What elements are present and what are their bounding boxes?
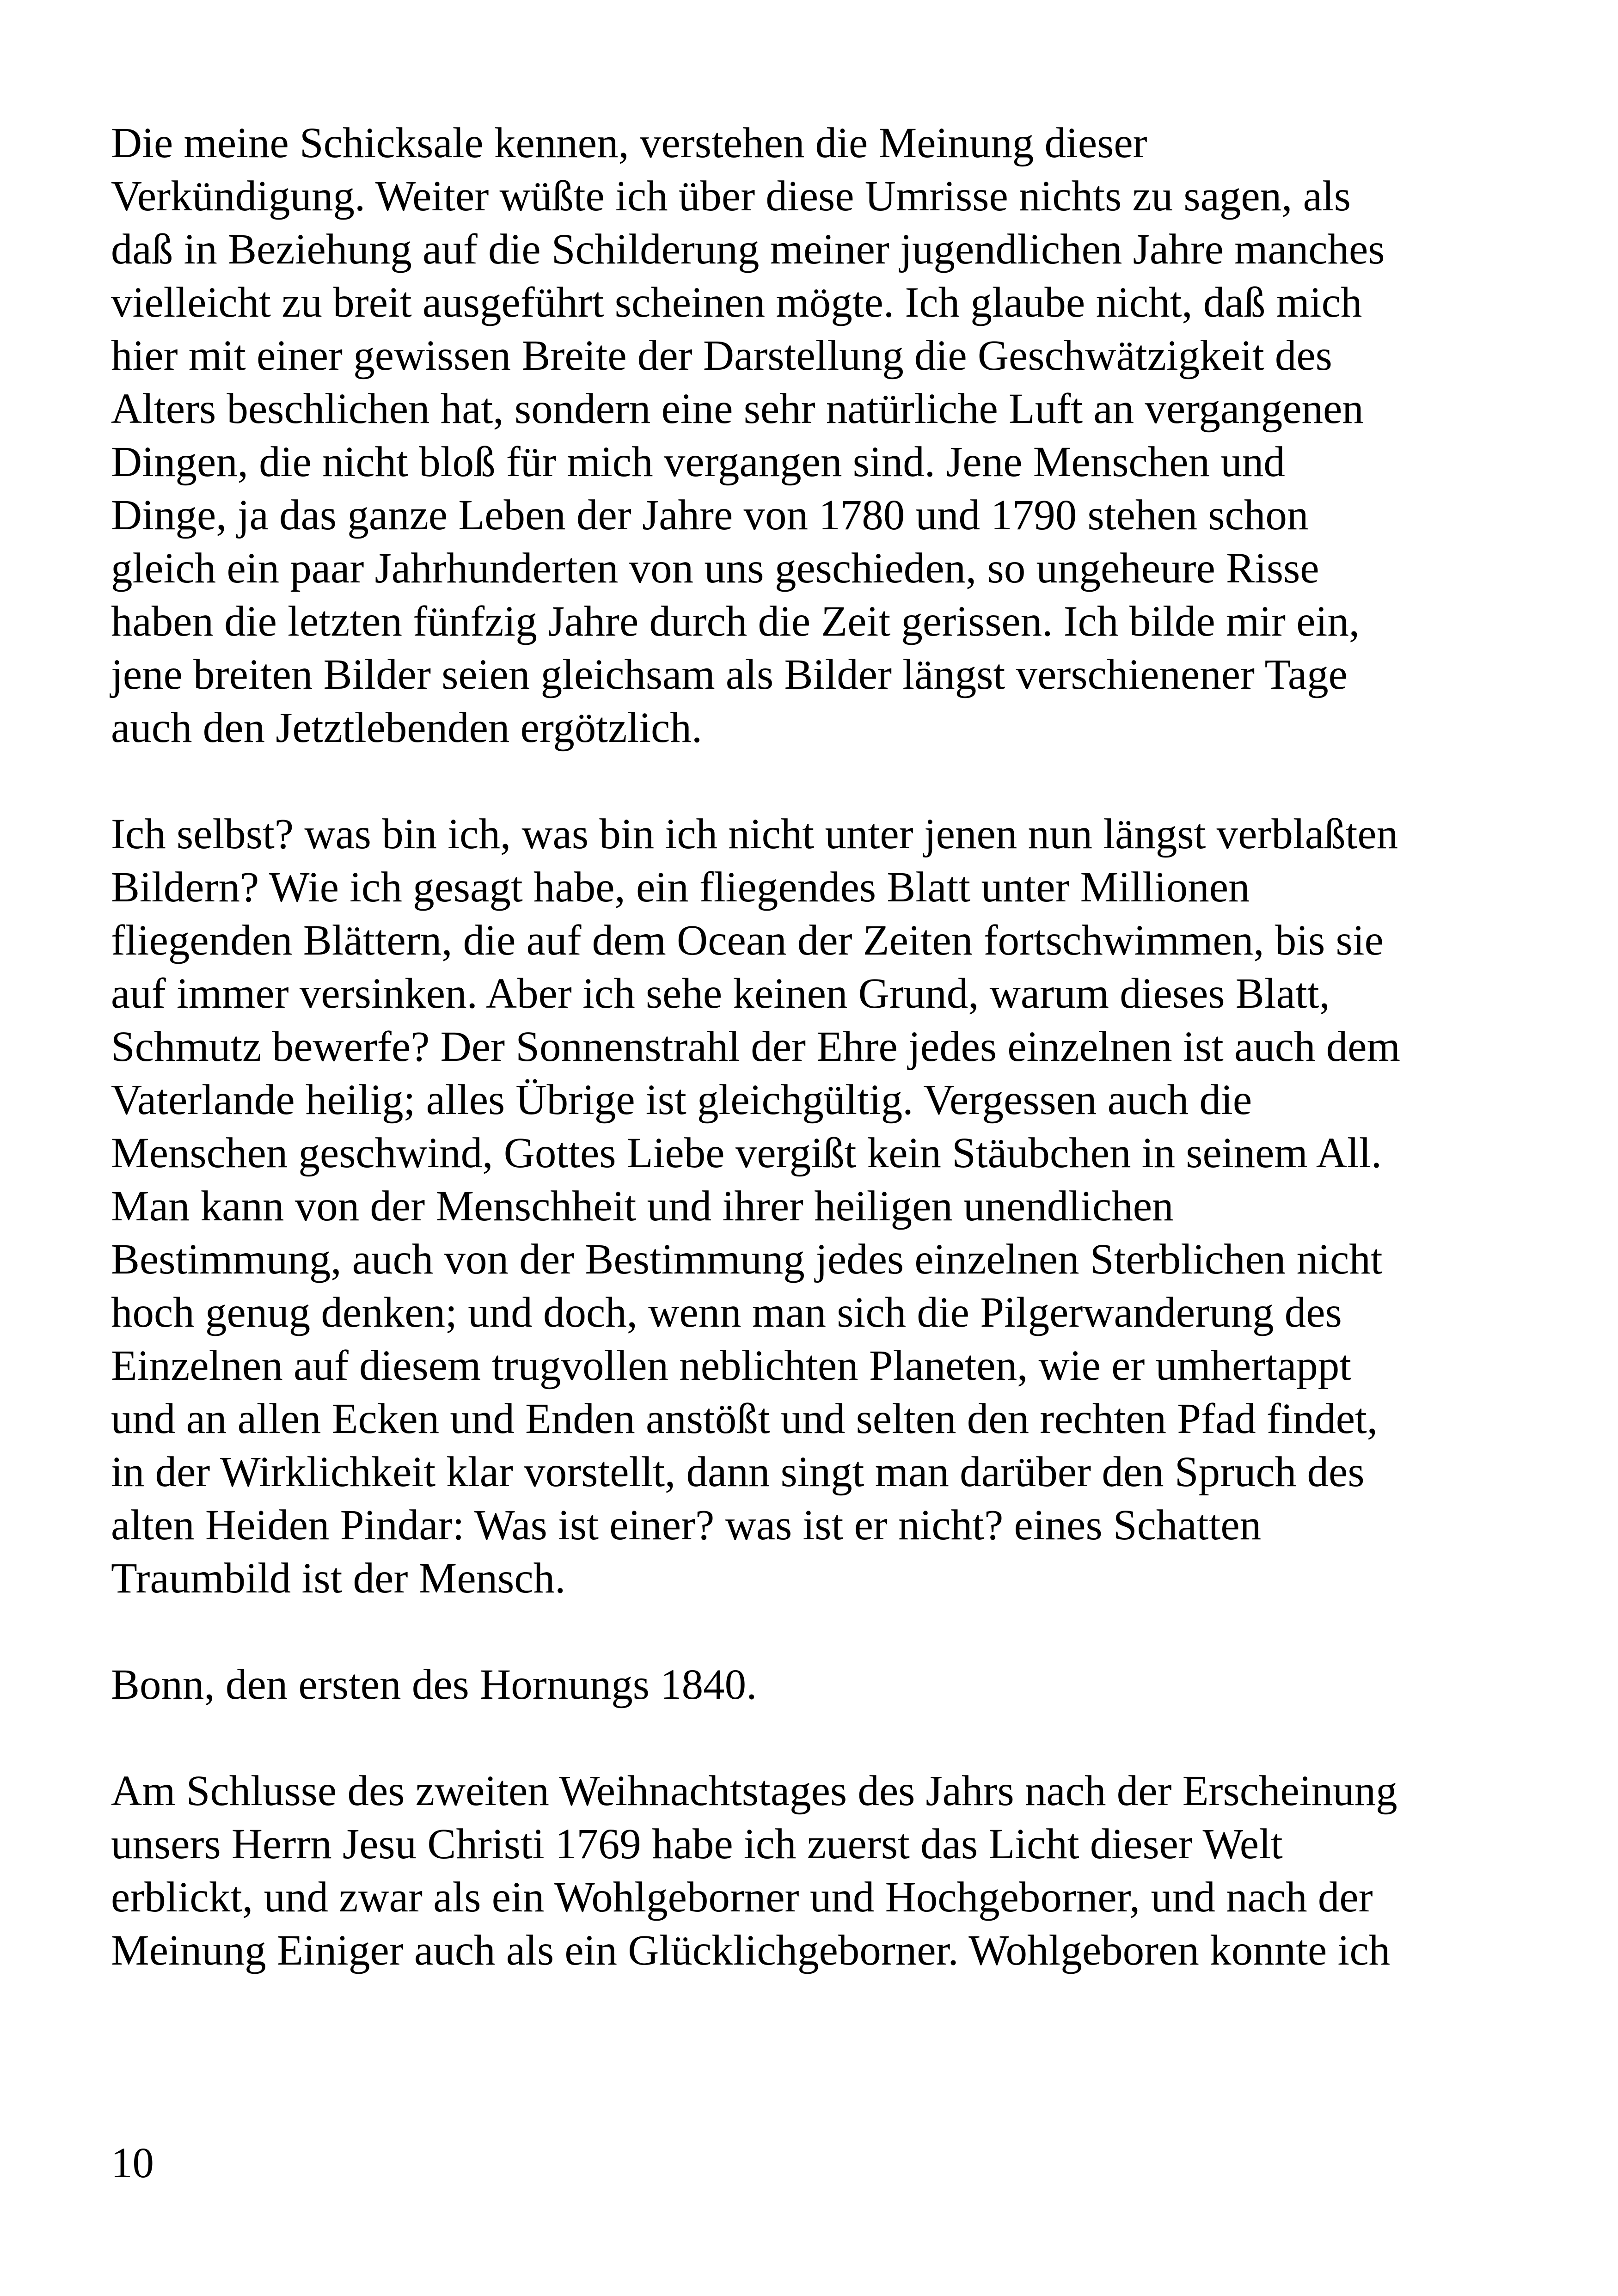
text-line: fliegenden Blättern, die auf dem Ocean der Zeiten fortschwimmen, bis sie (111, 917, 1384, 964)
text-line: hier mit einer gewissen Breite der Darstellung die Geschwätzigkeit des (111, 332, 1332, 380)
text-line: Traumbild ist der Mensch. (111, 1555, 566, 1602)
text-line: Schmutz bewerfe? Der Sonnenstrahl der Ehre jedes einzelnen ist auch dem (111, 1023, 1400, 1071)
text-line: unsers Herrn Jesu Christi 1769 habe ich zuerst das Licht dieser Welt (111, 1820, 1283, 1868)
text-line: gleich ein paar Jahrhunderten von uns geschieden, so ungeheure Risse (111, 545, 1319, 592)
text-line: Bestimmung, auch von der Bestimmung jedes einzelnen Sterblichen nicht (111, 1236, 1383, 1283)
text-line: in der Wirklichkeit klar vorstellt, dann singt man darüber den Spruch des (111, 1448, 1365, 1496)
text-line: Alters beschlichen hat, sondern eine sehr natürliche Luft an vergangenen (111, 385, 1364, 433)
text-line: Vaterlande heilig; alles Übrige ist gleichgültig. Vergessen auch die (111, 1076, 1252, 1124)
text-line: Menschen geschwind, Gottes Liebe vergißt kein Stäubchen in seinem All. (111, 1129, 1382, 1177)
text-line: erblickt, und zwar als ein Wohlgeborner und Hochgeborner, und nach der (111, 1874, 1373, 1921)
text-line: Die meine Schicksale kennen, verstehen die Meinung dieser (111, 119, 1147, 167)
text-line: Dinge, ja das ganze Leben der Jahre von 1780 und 1790 stehen schon (111, 491, 1309, 539)
text-line: alten Heiden Pindar: Was ist einer? was ist er nicht? eines Schatten (111, 1501, 1262, 1549)
dateline (111, 1658, 1516, 1711)
text-line: auf immer versinken. Aber ich sehe keinen Grund, warum dieses Blatt, (111, 970, 1330, 1017)
text-line: hoch genug denken; und doch, wenn man sich die Pilgerwanderung des (111, 1289, 1342, 1336)
text-line: Verkündigung. Weiter wüßte ich über diese Umrisse nichts zu sagen, als (111, 172, 1351, 220)
text-line: Ich selbst? was bin ich, was bin ich nicht unter jenen nun längst verblaßten (111, 810, 1398, 858)
paragraph-preface-1 (111, 116, 1516, 754)
paragraph-preface-2 (111, 808, 1516, 1605)
text-line: Dingen, die nicht bloß für mich vergangen sind. Jene Menschen und (111, 438, 1285, 486)
text-line: Einzelnen auf diesem trugvollen neblichten Planeten, wie er umhertappt (111, 1342, 1352, 1390)
text-line: Bildern? Wie ich gesagt habe, ein fliegendes Blatt unter Millionen (111, 863, 1250, 911)
text-line: auch den Jetztlebenden ergötzlich. (111, 704, 703, 752)
dateline-text: Bonn, den ersten des Hornungs 1840. (111, 1661, 757, 1708)
text-line: haben die letzten fünfzig Jahre durch die Zeit gerissen. Ich bilde mir ein, (111, 598, 1360, 645)
text-line: Am Schlusse des zweiten Weihnachtstages des Jahrs nach der Erscheinung (111, 1767, 1397, 1815)
text-line: und an allen Ecken und Enden anstößt und selten den rechten Pfad findet, (111, 1395, 1378, 1443)
paragraph-chapter-start (111, 1764, 1516, 1977)
text-line: daß in Beziehung auf die Schilderung meiner jugendlichen Jahre manches (111, 226, 1385, 273)
text-line: Meinung Einiger auch als ein Glücklichgeborner. Wohlgeboren konnte ich (111, 1927, 1391, 1974)
page-number: 10 (111, 2139, 154, 2187)
text-line: vielleicht zu breit ausgeführt scheinen mögte. Ich glaube nicht, daß mich (111, 279, 1362, 326)
text-line: Man kann von der Menschheit und ihrer heiligen unendlichen (111, 1182, 1174, 1230)
text-line: jene breiten Bilder seien gleichsam als Bilder längst verschienener Tage (111, 651, 1348, 698)
